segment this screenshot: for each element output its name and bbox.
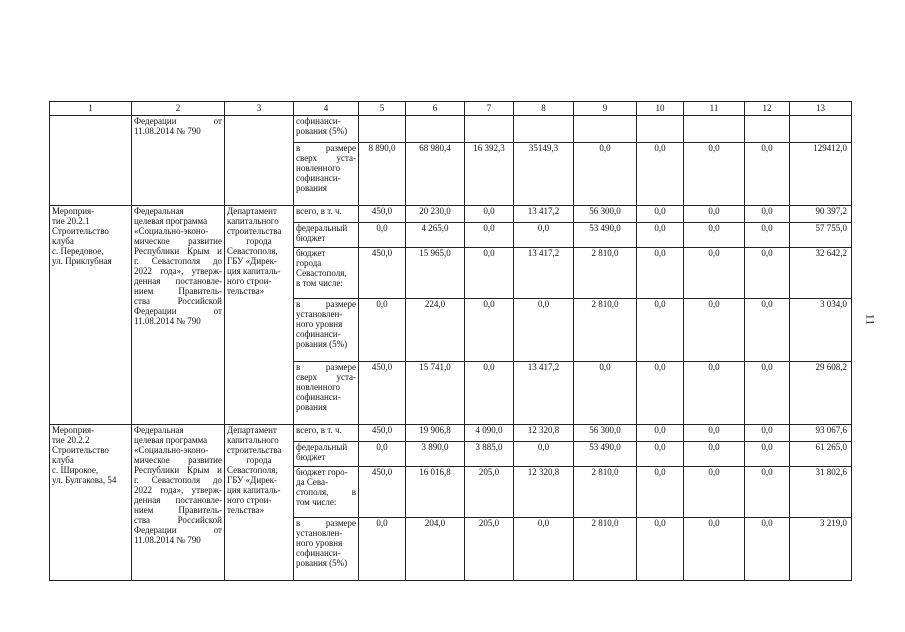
funding-source-cell — [294, 299, 359, 362]
column-header-7: 7 — [465, 102, 514, 116]
funding-source-cell-line: бюджет — [296, 452, 326, 462]
value-col-8: 13 417,2 — [514, 206, 574, 223]
funding-source-cell-line: установлен- — [296, 309, 343, 319]
value-col-9: 2 810,0 — [574, 467, 637, 518]
program-cell-line: 2022 года», утверж- — [134, 485, 222, 495]
value-col-7: 0,0 — [465, 248, 514, 299]
funding-source-cell-line: софинанси- — [296, 392, 341, 402]
value-col-8: 0,0 — [514, 442, 574, 467]
value-col-9: 2 810,0 — [574, 248, 637, 299]
value-col-6: 19 906,8 — [406, 425, 465, 442]
value-col-13: 3 219,0 — [790, 518, 852, 581]
funding-source-cell-line: рования — [296, 183, 327, 193]
value-col-6: 4 265,0 — [406, 223, 465, 248]
measure-cell-line: Мероприя- — [52, 206, 95, 216]
executor-cell — [225, 116, 294, 206]
program-cell-line: ства Российской — [134, 515, 222, 525]
value-col-10: 0,0 — [637, 299, 684, 362]
value-col-12: 0,0 — [745, 206, 790, 223]
executor-cell-line: Севастополя, — [227, 465, 278, 475]
value-col-13 — [790, 116, 852, 143]
value-col-5: 0,0 — [359, 299, 406, 362]
funding-source-cell-line: рования — [296, 402, 327, 412]
program-cell-line: г. Севастополя до — [134, 256, 222, 266]
value-col-10: 0,0 — [637, 223, 684, 248]
value-col-8: 12 320,8 — [514, 425, 574, 442]
funding-source-cell-line: бюджет — [296, 248, 326, 258]
value-col-10: 0,0 — [637, 518, 684, 581]
program-cell-line: мическое развитие — [134, 455, 222, 465]
executor-cell — [225, 206, 294, 425]
value-col-5: 450,0 — [359, 362, 406, 425]
funding-source-cell-line: установлен- — [296, 528, 343, 538]
executor-cell-line: ного строи- — [227, 276, 272, 286]
value-col-12 — [745, 116, 790, 143]
value-col-11: 0,0 — [684, 467, 745, 518]
funding-source-cell-line: в размере — [296, 362, 356, 372]
measure-cell-line: с. Широкое, — [52, 465, 99, 475]
value-col-9: 53 490,0 — [574, 442, 637, 467]
funding-source-cell — [294, 248, 359, 299]
column-header-4: 4 — [294, 102, 359, 116]
table-row — [50, 206, 852, 223]
funding-source-cell-line: софинанси- — [296, 116, 341, 126]
value-col-5: 0,0 — [359, 518, 406, 581]
funding-source-cell — [294, 442, 359, 467]
funding-source-cell — [294, 143, 359, 206]
value-col-11: 0,0 — [684, 425, 745, 442]
value-col-6: 204,0 — [406, 518, 465, 581]
funding-source-cell-line: софинанси- — [296, 329, 341, 339]
program-cell-line: нием Правитель- — [134, 286, 222, 296]
program-cell-line: денная постановле- — [134, 495, 222, 505]
value-col-5 — [359, 116, 406, 143]
value-col-11: 0,0 — [684, 223, 745, 248]
value-col-12: 0,0 — [745, 143, 790, 206]
value-col-6: 20 230,0 — [406, 206, 465, 223]
value-col-13: 129412,0 — [790, 143, 852, 206]
column-header-2: 2 — [132, 102, 225, 116]
funding-source-cell — [294, 116, 359, 143]
column-header-13: 13 — [790, 102, 852, 116]
value-col-9: 0,0 — [574, 143, 637, 206]
executor-cell-line: города — [246, 236, 272, 246]
funding-source-cell-line: софинанси- — [296, 548, 341, 558]
value-col-6: 68 980,4 — [406, 143, 465, 206]
value-col-11: 0,0 — [684, 442, 745, 467]
funding-source-cell — [294, 362, 359, 425]
executor-cell-line: ГБУ «Дирек- — [227, 256, 277, 266]
program-cell-line: г. Севастополя до — [134, 475, 222, 485]
column-header-1: 1 — [50, 102, 132, 116]
executor-cell-line: строительства — [227, 445, 282, 455]
value-col-7 — [465, 116, 514, 143]
table-body — [50, 102, 852, 581]
value-col-12: 0,0 — [745, 299, 790, 362]
funding-source-cell-line: стополя, в — [296, 487, 356, 497]
value-col-9: 56 300,0 — [574, 206, 637, 223]
measure-cell-line: ул. Приклубная — [52, 256, 112, 266]
value-col-8: 12 320,8 — [514, 467, 574, 518]
value-col-5: 8 890,0 — [359, 143, 406, 206]
program-cell-line: Республики Крым и — [134, 246, 222, 256]
program-cell-line: 2022 года», утверж- — [134, 266, 222, 276]
funding-source-cell-line: новленного — [296, 382, 341, 392]
executor-cell-line: строительства — [227, 226, 282, 236]
value-col-7: 4 090,0 — [465, 425, 514, 442]
funding-source-cell-line: федеральный — [296, 442, 348, 452]
value-col-11: 0,0 — [684, 206, 745, 223]
funding-source-cell — [294, 518, 359, 581]
funding-source-cell-line: сверх уста- — [296, 372, 356, 382]
measure-cell — [50, 116, 132, 206]
program-cell-line: 11.08.2014 № 790 — [134, 126, 201, 136]
value-col-11 — [684, 116, 745, 143]
program-cell-line: целевая программа — [134, 216, 208, 226]
column-header-12: 12 — [745, 102, 790, 116]
value-col-13: 93 067,6 — [790, 425, 852, 442]
funding-source-cell-line: том числе: — [296, 497, 337, 507]
funding-source-cell-line: в размере — [296, 143, 356, 153]
value-col-8: 13 417,2 — [514, 248, 574, 299]
value-col-6: 15 965,0 — [406, 248, 465, 299]
value-col-7: 0,0 — [465, 206, 514, 223]
budget-table — [49, 101, 852, 581]
page-number: 11 — [863, 313, 878, 326]
measure-cell-line: Строительство — [52, 226, 109, 236]
value-col-7: 0,0 — [465, 223, 514, 248]
value-col-10: 0,0 — [637, 206, 684, 223]
program-cell-line: целевая программа — [134, 435, 208, 445]
program-cell-line: 11.08.2014 № 790 — [134, 535, 201, 545]
value-col-5: 0,0 — [359, 442, 406, 467]
column-header-3: 3 — [225, 102, 294, 116]
value-col-11: 0,0 — [684, 299, 745, 362]
value-col-7: 205,0 — [465, 518, 514, 581]
value-col-8: 0,0 — [514, 518, 574, 581]
value-col-9: 2 810,0 — [574, 299, 637, 362]
value-col-13: 61 265,0 — [790, 442, 852, 467]
value-col-6: 224,0 — [406, 299, 465, 362]
executor-cell-line: города — [246, 455, 272, 465]
executor-cell — [225, 425, 294, 581]
funding-source-cell-line: Севастополя, — [296, 268, 347, 278]
funding-source-cell-line: рования (5%) — [296, 339, 348, 349]
value-col-12: 0,0 — [745, 248, 790, 299]
program-cell-line: Федеральная — [134, 425, 184, 435]
funding-source-cell — [294, 467, 359, 518]
value-col-12: 0,0 — [745, 467, 790, 518]
value-col-5: 450,0 — [359, 206, 406, 223]
executor-cell-line: ция капиталь- — [227, 485, 281, 495]
value-col-9: 2 810,0 — [574, 518, 637, 581]
value-col-13: 31 802,6 — [790, 467, 852, 518]
program-cell-line: Республики Крым и — [134, 465, 222, 475]
executor-cell-line: тельства» — [227, 286, 265, 296]
executor-cell-line: тельства» — [227, 505, 265, 515]
value-col-10: 0,0 — [637, 143, 684, 206]
funding-source-cell-line: в размере — [296, 518, 356, 528]
funding-source-cell-line: новленного — [296, 163, 341, 173]
column-header-11: 11 — [684, 102, 745, 116]
column-header-10: 10 — [637, 102, 684, 116]
value-col-6: 15 741,0 — [406, 362, 465, 425]
value-col-9: 0,0 — [574, 362, 637, 425]
program-cell-line: «Социально-эконо- — [134, 445, 209, 455]
program-cell-line: мическое развитие — [134, 236, 222, 246]
value-col-11: 0,0 — [684, 362, 745, 425]
value-col-8: 0,0 — [514, 223, 574, 248]
value-col-8: 35149,3 — [514, 143, 574, 206]
executor-cell-line: ГБУ «Дирек- — [227, 475, 277, 485]
header-row — [50, 102, 852, 116]
funding-source-cell-line: города — [296, 258, 322, 268]
value-col-5: 0,0 — [359, 223, 406, 248]
funding-source-cell-line: в том числе: — [296, 278, 343, 288]
executor-cell-line: капитального — [227, 435, 279, 445]
program-cell-line: 11.08.2014 № 790 — [134, 316, 201, 326]
funding-source-cell — [294, 206, 359, 223]
funding-source-cell-line: в размере — [296, 299, 356, 309]
value-col-5: 450,0 — [359, 248, 406, 299]
funding-source-cell-line: сверх уста- — [296, 153, 356, 163]
measure-cell-line: клуба — [52, 455, 74, 465]
value-col-12: 0,0 — [745, 442, 790, 467]
column-header-5: 5 — [359, 102, 406, 116]
program-cell-line: Федерации от — [134, 116, 222, 126]
value-col-10 — [637, 116, 684, 143]
funding-source-cell-line: софинанси- — [296, 173, 341, 183]
funding-source-cell-line: ного уровня — [296, 538, 343, 548]
measure-cell-line: Мероприя- — [52, 425, 95, 435]
measure-cell-line: Строительство — [52, 445, 109, 455]
program-cell-line: нием Правитель- — [134, 505, 222, 515]
value-col-9: 53 490,0 — [574, 223, 637, 248]
program-cell-line: денная постановле- — [134, 276, 222, 286]
value-col-13: 3 034,0 — [790, 299, 852, 362]
program-cell-line: Федерации от — [134, 306, 222, 316]
value-col-7: 16 392,3 — [465, 143, 514, 206]
executor-cell-line: Департамент — [227, 206, 277, 216]
value-col-13: 57 755,0 — [790, 223, 852, 248]
measure-cell — [50, 425, 132, 581]
value-col-10: 0,0 — [637, 362, 684, 425]
value-col-12: 0,0 — [745, 518, 790, 581]
value-col-6: 16 016,8 — [406, 467, 465, 518]
value-col-13: 29 608,2 — [790, 362, 852, 425]
value-col-10: 0,0 — [637, 442, 684, 467]
measure-cell — [50, 206, 132, 425]
funding-source-cell — [294, 425, 359, 442]
value-col-7: 205,0 — [465, 467, 514, 518]
measure-cell-line: тие 20.2.1 — [52, 216, 90, 226]
value-col-8: 13 417,2 — [514, 362, 574, 425]
value-col-9: 56 300,0 — [574, 425, 637, 442]
executor-cell-line: Департамент — [227, 425, 277, 435]
column-header-9: 9 — [574, 102, 637, 116]
value-col-11: 0,0 — [684, 518, 745, 581]
program-cell-line: «Социально-эконо- — [134, 226, 209, 236]
program-cell — [132, 206, 225, 425]
funding-source-cell-line: да Сева- — [296, 477, 329, 487]
value-col-8 — [514, 116, 574, 143]
funding-source-cell — [294, 223, 359, 248]
value-col-12: 0,0 — [745, 223, 790, 248]
funding-source-cell-line: рования (5%) — [296, 126, 348, 136]
program-cell — [132, 116, 225, 206]
program-cell-line: Федеральная — [134, 206, 184, 216]
funding-source-cell-line: бюджет горо- — [296, 467, 348, 477]
value-col-13: 90 397,2 — [790, 206, 852, 223]
value-col-10: 0,0 — [637, 425, 684, 442]
funding-source-cell-line: всего, в т. ч. — [296, 206, 342, 216]
value-col-7: 3 885,0 — [465, 442, 514, 467]
executor-cell-line: Севастополя, — [227, 246, 278, 256]
measure-cell-line: ул. Булгакова, 54 — [52, 475, 117, 485]
value-col-5: 450,0 — [359, 467, 406, 518]
funding-source-cell-line: всего, в т. ч. — [296, 425, 342, 435]
funding-source-cell-line: федеральный — [296, 223, 348, 233]
measure-cell-line: клуба — [52, 236, 74, 246]
value-col-9 — [574, 116, 637, 143]
table-row — [50, 116, 852, 143]
value-col-13: 32 642,2 — [790, 248, 852, 299]
value-col-5: 450,0 — [359, 425, 406, 442]
value-col-11: 0,0 — [684, 143, 745, 206]
program-cell-line: Федерации от — [134, 525, 222, 535]
value-col-12: 0,0 — [745, 362, 790, 425]
value-col-10: 0,0 — [637, 467, 684, 518]
executor-cell-line: ция капиталь- — [227, 266, 281, 276]
value-col-7: 0,0 — [465, 362, 514, 425]
value-col-12: 0,0 — [745, 425, 790, 442]
program-cell — [132, 425, 225, 581]
value-col-7: 0,0 — [465, 299, 514, 362]
measure-cell-line: тие 20.2.2 — [52, 435, 90, 445]
value-col-6: 3 890,0 — [406, 442, 465, 467]
value-col-11: 0,0 — [684, 248, 745, 299]
value-col-10: 0,0 — [637, 248, 684, 299]
funding-source-cell-line: ного уровня — [296, 319, 343, 329]
funding-source-cell-line: рования (5%) — [296, 558, 348, 568]
column-header-6: 6 — [406, 102, 465, 116]
funding-source-cell-line: бюджет — [296, 233, 326, 243]
column-header-8: 8 — [514, 102, 574, 116]
executor-cell-line: капитального — [227, 216, 279, 226]
table-row — [50, 425, 852, 442]
measure-cell-line: с. Передовое, — [52, 246, 104, 256]
executor-cell-line: ного строи- — [227, 495, 272, 505]
value-col-6 — [406, 116, 465, 143]
value-col-8: 0,0 — [514, 299, 574, 362]
program-cell-line: ства Российской — [134, 296, 222, 306]
